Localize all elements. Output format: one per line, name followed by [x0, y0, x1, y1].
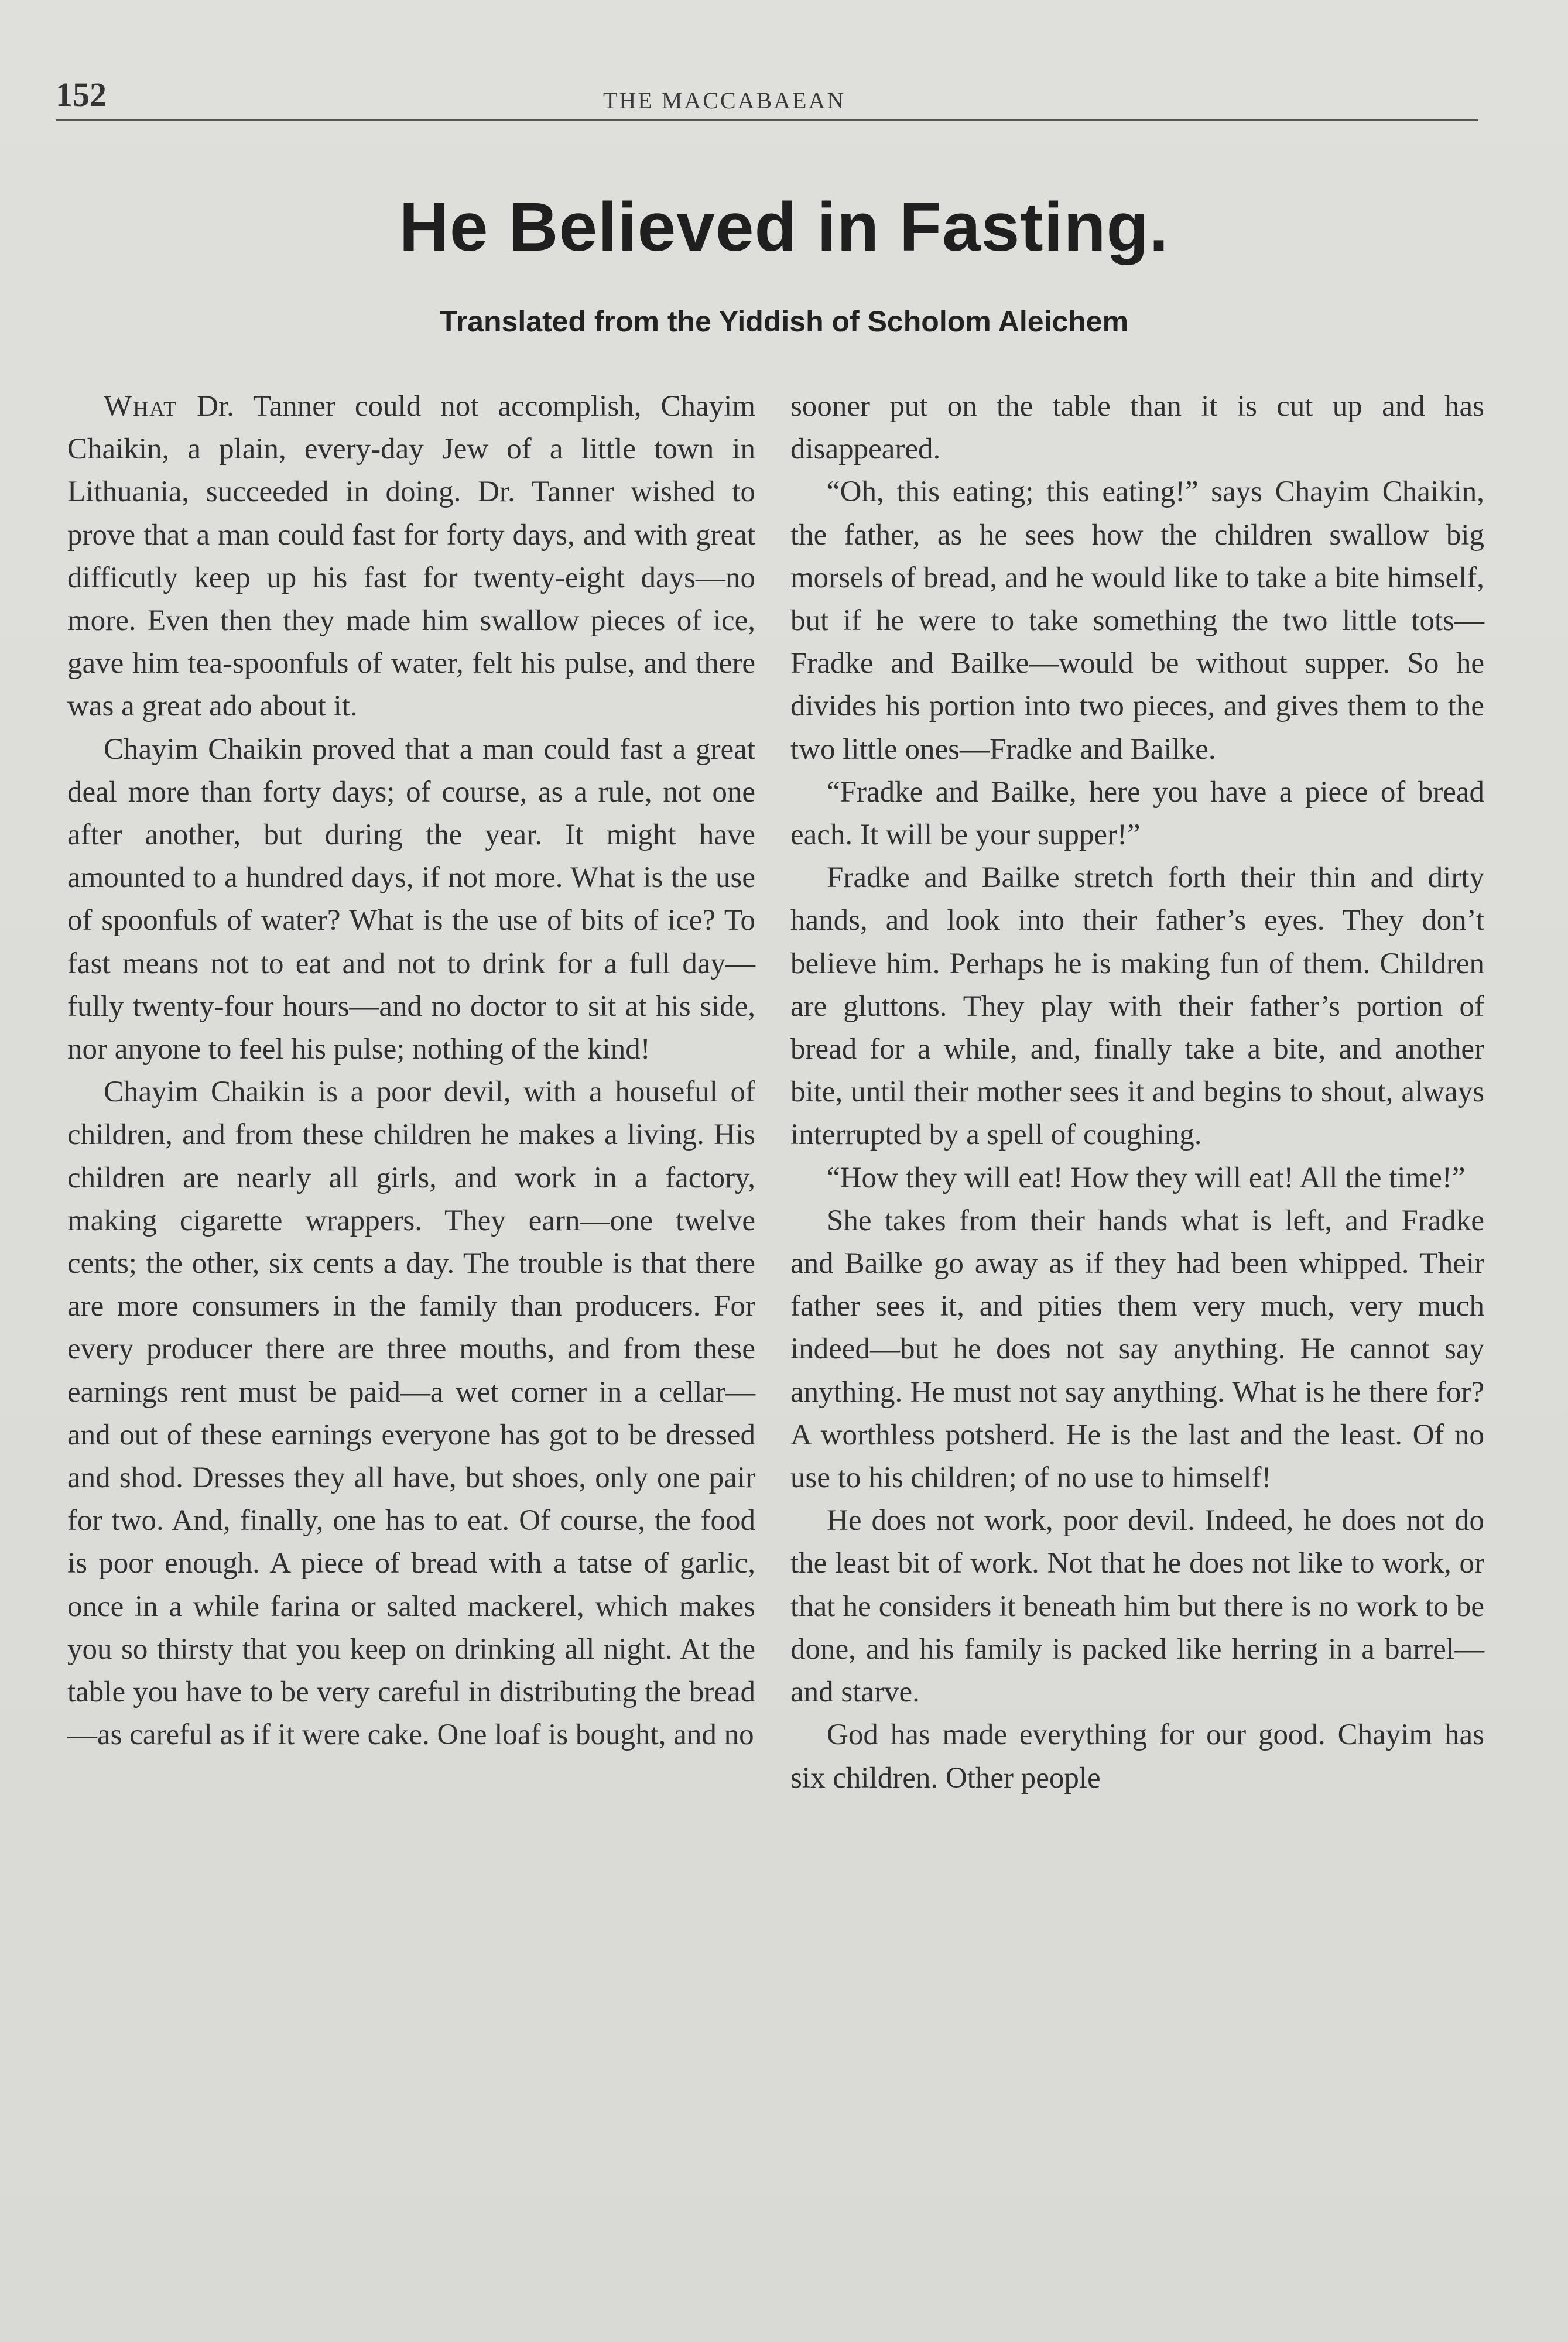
paragraph [67, 385, 755, 728]
header-rule [56, 119, 1478, 121]
paragraph: “Oh, this eating; this eating!” says Chayim Chaikin, the father, as he sees how the children swallow big morsels of bread, and he would like to take a bite himself, but if he were to take something the two little tots—Fradke and Bailke—would be without supper. So he divides his portion into two pieces, and gives them to the two little ones—Fradke and Bailke. [790, 475, 1484, 766]
article-subtitle: Translated from the Yiddish of Scholom Aleichem [439, 305, 1129, 338]
left-column [67, 385, 755, 1757]
running-title: THE MACCABAEAN [603, 87, 846, 114]
paragraph: God has made everything for our good. Chayim has six children. Other people [790, 1718, 1484, 1795]
right-column [790, 385, 1484, 1800]
paragraph-continuation: sooner put on the table than it is cut up and has disappeared. [790, 390, 1484, 466]
paragraph-text: Dr. Tanner could not accomplish, Chayim Chaikin, a plain, every-day Jew of a little town in Lithuania, succeeded in doing. Dr. Tanner wished to prove that a man could fast for forty days, and with great difficutly keep up his fast for twenty-eight days—no more. Even then they made him swallow pieces of ice, gave him tea-spoonfuls of water, felt his pulse, and there was a great ado about it. [67, 390, 755, 723]
paragraph: Chayim Chaikin proved that a man could fast a great deal more than forty days; of course, as a rule, not one after another, but during the year. It might have amounted to a hundred days, if not more. What is the use of spoonfuls of water? What is the use of bits of ice? To fast means not to eat and not to drink for a full day—fully twenty-four hours—and no doctor to sit at his side, nor anyone to feel his pulse; nothing of the kind! [67, 732, 755, 1066]
page-header [56, 70, 1478, 123]
paragraph: He does not work, poor devil. Indeed, he does not do the least bit of work. Not that he does not like to work, or that he considers it beneath him but there is no work to be done, and his family is packed like herring in a barrel—and starve. [790, 1504, 1484, 1709]
paragraph: “Fradke and Bailke, here you have a piece of bread each. It will be your supper!” [790, 775, 1484, 852]
paragraph: Fradke and Bailke stretch forth their thin and dirty hands, and look into their father’s eyes. They don’t believe him. Perhaps he is making fun of them. Children are gluttons. They play with their father’s portion of bread for a while, and, finally take a bite, and another bite, until their mother sees it and begins to shout, always interrupted by a spell of coughing. [790, 861, 1484, 1152]
paragraph: Chayim Chaikin is a poor devil, with a houseful of children, and from these children he makes a living. His children are nearly all girls, and work in a factory, making cigarette wrappers. They earn—one twelve cents; the other, six cents a day. The trouble is that there are more consumers in the family than producers. For every producer there are three mouths, and from these earnings rent must be paid—a wet corner in a cellar—and out of these earnings everyone has got to be dressed and shod. Dresses they all have, but shoes, only one pair for two. And, finally, one has to eat. Of course, the food is poor enough. A piece of bread with a tatse of garlic, once in a while farina or salted mackerel, which makes you so thirsty that you keep on drinking all night. At the table you have to be very careful in distributing the bread—as careful as if it were cake. One loaf is bought, and no [67, 1076, 755, 1752]
opening-words: What [104, 390, 178, 423]
paragraph: “How they will eat! How they will eat! All the time!” [827, 1161, 1466, 1194]
page-number: 152 [56, 76, 107, 114]
article-title: He Believed in Fasting. [399, 189, 1169, 266]
paragraph: She takes from their hands what is left, and Fradke and Bailke go away as if they had been whipped. Their father sees it, and pities them very much, very much indeed—but he does not say anything. He cannot say anything. He must not say anything. What is he there for? A worthless potsherd. He is the last and the least. Of no use to his children; of no use to himself! [790, 1204, 1484, 1495]
